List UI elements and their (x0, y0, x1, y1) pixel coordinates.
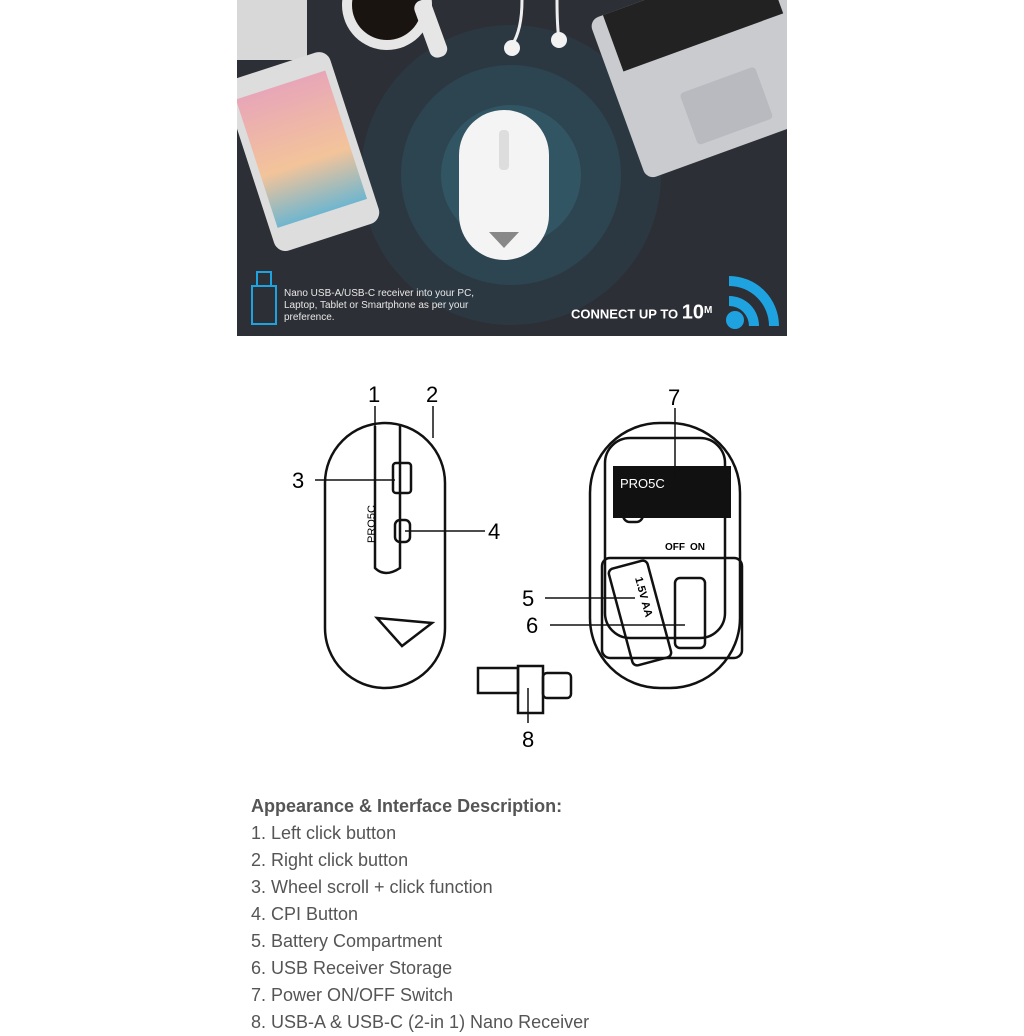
list-item: 3. Wheel scroll + click function (251, 877, 493, 897)
callout-6: 6 (526, 613, 539, 638)
logo-mark (377, 618, 432, 646)
usb-receiver-icon (252, 272, 276, 324)
callout-1: 1 (368, 382, 381, 407)
smartphone (237, 49, 382, 254)
switch-off-label: OFF (665, 542, 685, 553)
callout-4: 4 (488, 519, 501, 544)
mouse-bottom-outline (590, 423, 740, 688)
description-list (251, 820, 589, 1036)
connect-text: CONNECT UP TO (571, 306, 679, 322)
callout-3: 3 (292, 468, 305, 493)
list-item: 5. Battery Compartment (251, 931, 443, 951)
bottom-brand-label: PRO5C (620, 476, 665, 491)
range-unit: M (704, 305, 713, 316)
list-item: 6. USB Receiver Storage (251, 958, 453, 978)
callout-7: 7 (668, 385, 681, 410)
battery-compartment (602, 558, 742, 658)
list-item: 7. Power ON/OFF Switch (251, 985, 454, 1005)
list-item: 2. Right click button (251, 850, 409, 870)
interface-description (251, 793, 589, 1036)
usb-receiver (543, 673, 571, 698)
product-label (613, 466, 731, 518)
range-value: 10 (681, 301, 705, 324)
callout-2: 2 (426, 382, 439, 407)
description-title: Appearance & Interface Description: (251, 796, 563, 816)
notebook (237, 0, 307, 60)
wifi-icon (726, 276, 779, 329)
battery (608, 560, 673, 667)
callout-8: 8 (522, 727, 535, 752)
switch-on-label: ON (690, 542, 705, 553)
product-photo-banner (237, 0, 787, 336)
mouse-diagram (280, 378, 760, 758)
callout-5: 5 (522, 586, 535, 611)
list-item: 1. Left click button (251, 823, 397, 843)
list-item: 4. CPI Button (251, 904, 359, 924)
connect-range-label (571, 301, 713, 324)
scroll-wheel (393, 463, 411, 493)
desk-scene (237, 0, 787, 336)
mouse-top-outline (325, 423, 445, 688)
battery-label: 1.5V AA (632, 575, 655, 619)
top-brand-label: PRO5C (366, 505, 378, 543)
receiver-caption: Nano USB-A/USB-C receiver into your PC, Laptop, Tablet or Smartphone as per your preference. (284, 288, 475, 323)
list-item: 8. USB-A & USB-C (2-in 1) Nano Receiver (251, 1012, 590, 1032)
